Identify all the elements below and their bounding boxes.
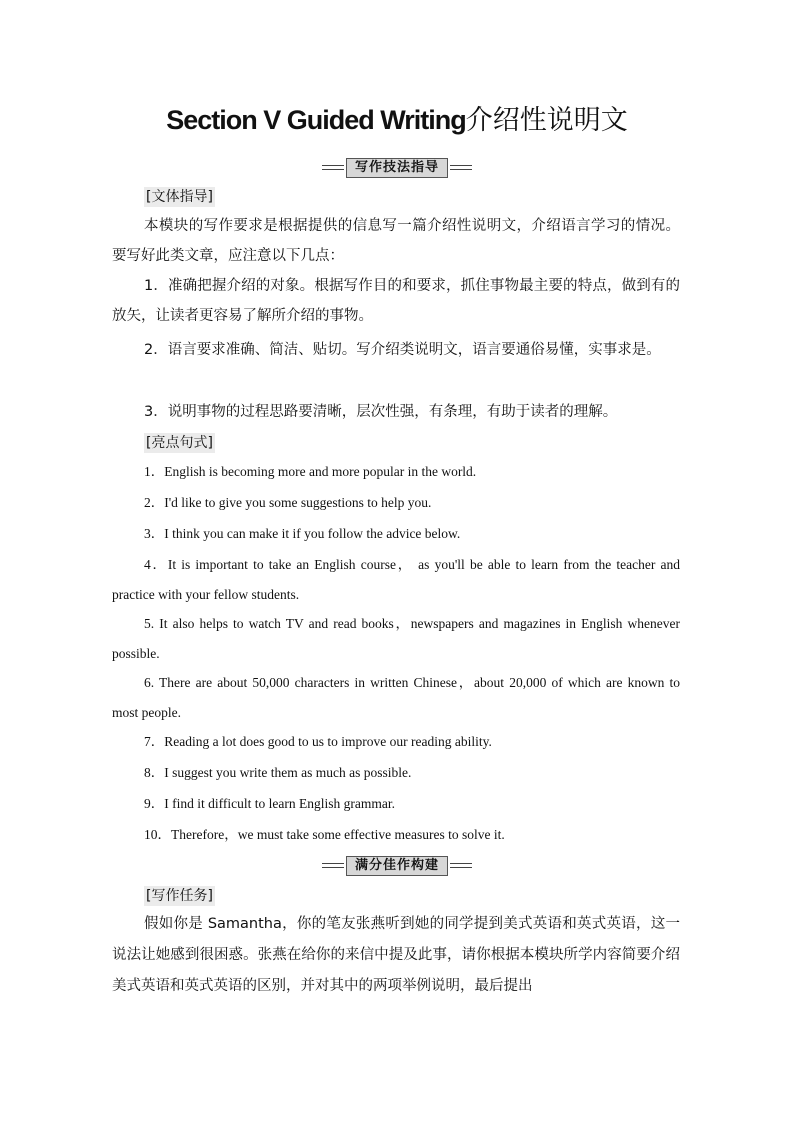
task-paragraph: 假如你是 Samantha，你的笔友张燕听到她的同学提到美式英语和英式英语，这一说法让她感到很困惑。张燕在给你的来信中提及此事，请你根据本模块所学内容简要介绍美式英语和英式英语的区别，并对其中的两项举例说明，最后提出 — [112, 916, 680, 994]
sentence-item: 1．English is becoming more and more popular in the world. — [144, 464, 477, 479]
sentence-item: 10．Therefore，we must take some effective measures to solve it. — [144, 827, 505, 842]
page-title — [0, 98, 794, 137]
sentence-item: 3．I think you can make it if you follow the advice below. — [144, 526, 461, 541]
sentence-item: 6. There are about 50,000 characters in written Chinese，about 20,000 of which are known to most people. — [112, 675, 680, 720]
genre-paragraph: 本模块的写作要求是根据提供的信息写一篇介绍性说明文，介绍语言学习的情况。要写好此类文章，应注意以下几点： — [112, 218, 680, 264]
sentence-item: 2．I'd like to give you some suggestions to help you. — [144, 495, 432, 510]
sentence-item: 9．I find it difficult to learn English grammar. — [144, 796, 395, 811]
sentence-item: 5. It also helps to watch TV and read books，newspapers and magazines in English whenever possible. — [112, 616, 680, 661]
title-chinese: 介绍性说明文 — [465, 105, 628, 136]
banner-label: 写作技法指导 — [346, 158, 448, 178]
title-english: Section V Guided Writing — [166, 105, 466, 135]
label-genre-guide: [文体指导] — [146, 189, 213, 205]
section-banner-technique — [0, 155, 794, 177]
genre-paragraph: 3．说明事物的过程思路要清晰，层次性强，有条理，有助于读者的理解。 — [144, 404, 618, 420]
banner-label: 满分佳作构建 — [346, 856, 448, 876]
genre-paragraph: 2．语言要求准确、简洁、贴切。写介绍类说明文，语言要通俗易懂，实事求是。 — [144, 342, 661, 358]
section-banner-model — [0, 853, 794, 875]
sentence-item: 4．It is important to take an English course， as you'll be able to learn from the teacher and practice with your fellow students. — [112, 557, 680, 602]
label-writing-task: [写作任务] — [146, 888, 213, 904]
label-highlight-sentences: [亮点句式] — [146, 435, 213, 451]
sentence-item: 7．Reading a lot does good to us to improve our reading ability. — [144, 734, 492, 749]
genre-paragraph: 1．准确把握介绍的对象。根据写作目的和要求，抓住事物最主要的特点，做到有的放矢，让读者更容易了解所介绍的事物。 — [112, 278, 680, 324]
sentence-item: 8．I suggest you write them as much as possible. — [144, 765, 412, 780]
